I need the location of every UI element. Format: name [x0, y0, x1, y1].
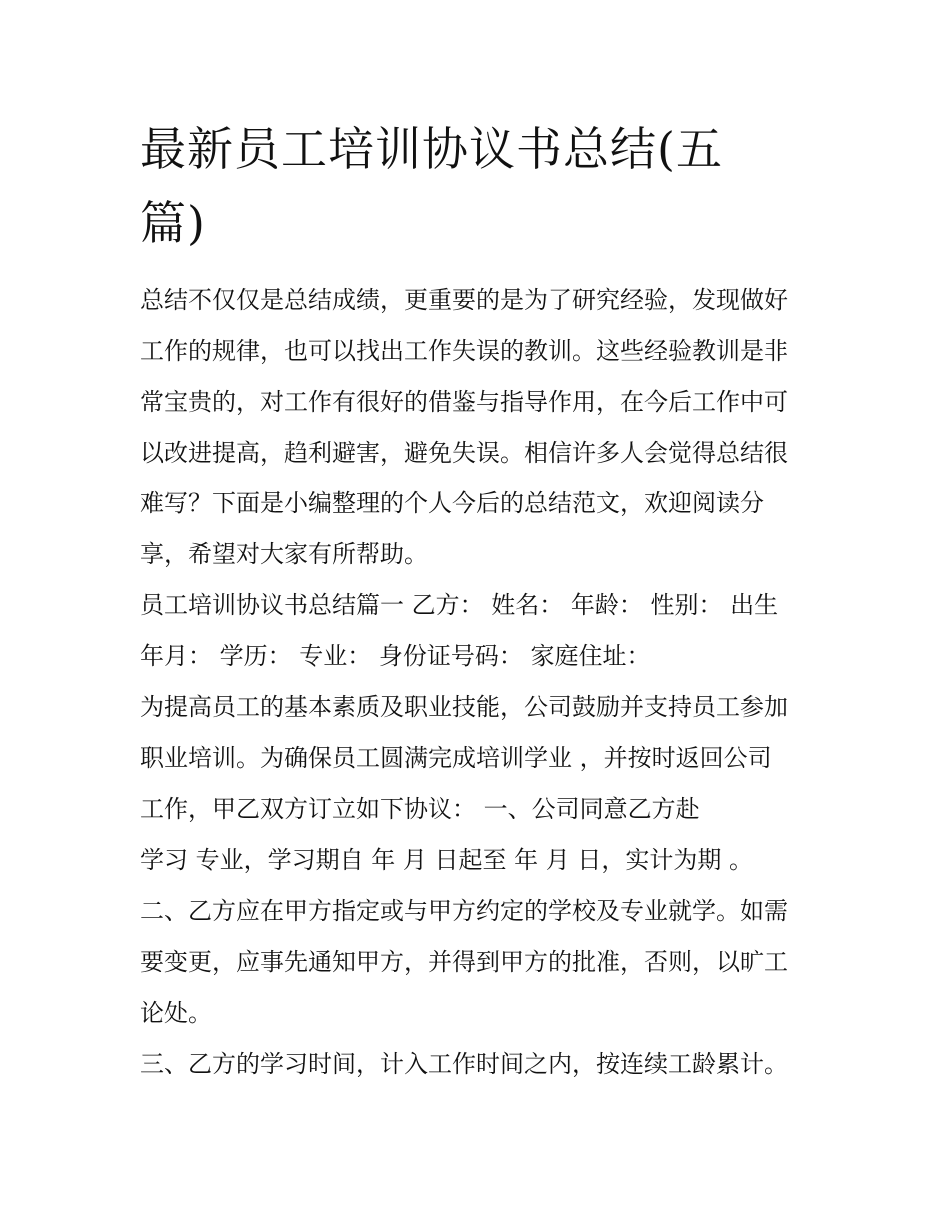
body-text-line: 论处。	[140, 999, 212, 1027]
body-text-line: 为提高员工的基本素质及职业技能，公司鼓励并支持员工参加	[140, 693, 788, 721]
body-text-line: 难写？下面是小编整理的个人今后的总结范文，欢迎阅读分	[140, 489, 764, 517]
title-line: 篇)	[140, 196, 206, 250]
body-text-line: 总结不仅仅是总结成绩，更重要的是为了研究经验，发现做好	[140, 286, 788, 314]
body-text-line: 享，希望对大家有所帮助。	[140, 540, 428, 568]
body-text-line: 常宝贵的，对工作有很好的借鉴与指导作用，在今后工作中可	[140, 388, 788, 416]
title-line: 最新员工培训协议书总结(五	[140, 122, 723, 176]
body-text-line: 年月： 学历： 专业： 身份证号码： 家庭住址：	[140, 642, 651, 670]
body-text-line: 职业培训。为确保员工圆满完成培训学业 ，并按时返回公司	[140, 744, 772, 772]
body-text-line: 以改进提高，趋利避害，避免失误。相信许多人会觉得总结很	[140, 439, 788, 467]
body-text-line: 员工培训协议书总结篇一 乙方： 姓名： 年龄： 性别： 出生	[140, 591, 779, 619]
body-text-line: 工作的规律，也可以找出工作失误的教训。这些经验教训是非	[140, 337, 788, 365]
body-text-line: 二、乙方应在甲方指定或与甲方约定的学校及专业就学。如需	[140, 897, 788, 925]
document-title	[140, 112, 780, 260]
body-text-line: 要变更，应事先通知甲方，并得到甲方的批准，否则，以旷工	[140, 948, 788, 976]
body-text-line: 三、乙方的学习时间，计入工作时间之内，按连续工龄累计。	[140, 1050, 788, 1078]
body-text-line: 学习 专业，学习期自 年 月 日起至 年 月 日，实计为期 。	[140, 846, 754, 874]
body-text-line: 工作，甲乙双方订立如下协议： 一、公司同意乙方赴	[140, 795, 700, 823]
